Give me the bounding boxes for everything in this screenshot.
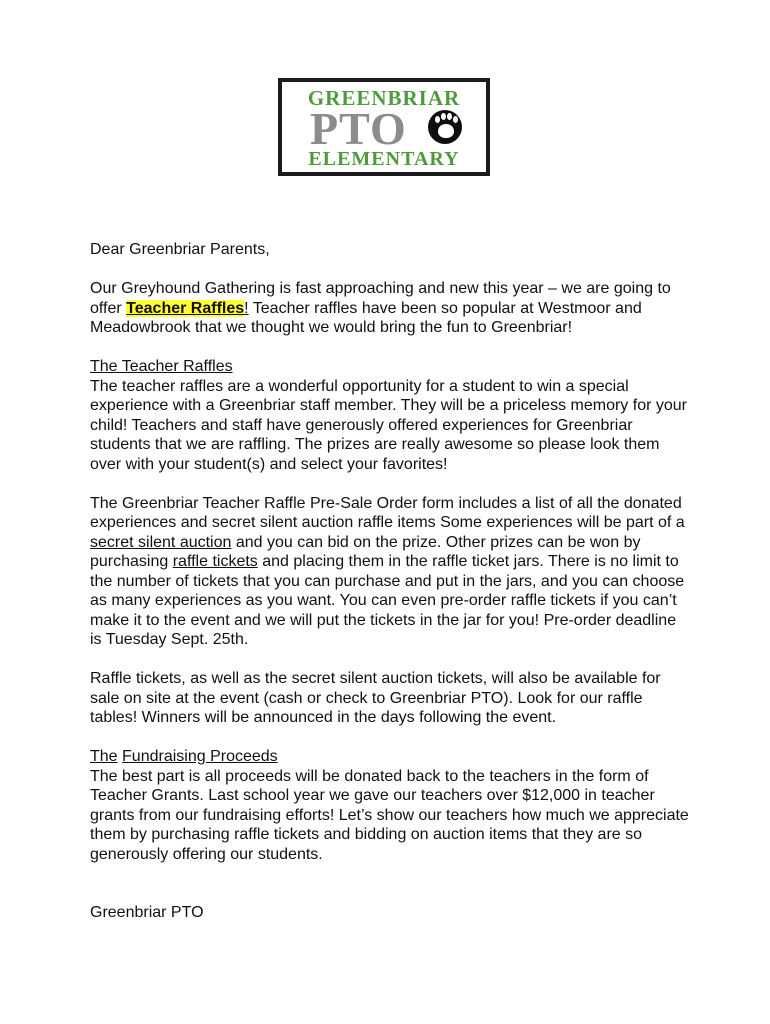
raffle-tickets-text: raffle tickets xyxy=(172,553,258,570)
intro-exclamation: ! xyxy=(244,299,249,317)
section-heading-teacher-raffles: The Teacher Raffles xyxy=(90,358,233,375)
teacher-raffles-paragraph: The teacher raffles are a wonderful opportunity for a student to win a special experience with a Greenbriar staff member. They will be a priceless memory for your child! Teachers and staff have generously offered experiences for Greenbriar students that we are raffling. The prizes are really awesome so please look them over with your student(s) and select your favorites! xyxy=(90,377,687,473)
letter-body xyxy=(90,240,690,923)
intro-text-end: Teacher raffles have been so popular at Westmoor and Meadowbrook that we thought we would bring the fun to Greenbriar! xyxy=(90,299,642,336)
pto-logo xyxy=(278,78,490,176)
proceeds-paragraph: The best part is all proceeds will be donated back to the teachers in the form of Teacher Grants. Last school year we gave our teachers over $12,000 in teacher grants from our fundraising efforts! Let’s show our teachers how much we appreciate them by purchasing raffle tickets and bidding on auction items that they are so generously offering our students. xyxy=(90,767,689,863)
signature: Greenbriar PTO xyxy=(90,904,204,921)
order-form-paragraph xyxy=(90,494,690,650)
secret-silent-auction-text: secret silent auction xyxy=(90,533,232,551)
heading-word-the: The xyxy=(90,748,118,765)
logo-top-text: GREENBRIAR xyxy=(307,86,461,110)
section-heading-proceeds xyxy=(90,747,690,767)
heading-fundraising-proceeds: Fundraising Proceeds xyxy=(122,748,278,765)
logo-pto-text: PTO xyxy=(310,103,407,154)
on-site-sales-paragraph: Raffle tickets, as well as the secret silent auction tickets, will also be available for sale on site at the event (cash or check to Greenbriar PTO). Look for our raffle tables! Winners will be announced in the days following the event. xyxy=(90,670,661,726)
logo-bottom-text: ELEMENTARY xyxy=(308,148,460,170)
order-form-text: The Greenbriar Teacher Raffle Pre-Sale Order form includes a list of all the donated experiences and secret silent auction raffle items Some experiences will be part of a xyxy=(90,494,685,531)
order-form-text-3: and placing them in the raffle ticket jars. There is no limit to the number of tickets that you can purchase and put in the jars, and you can choose as many experiences as you want. You can even pre-order raffle tickets if you can’t make it to the event and we will put the tickets in the jar for you! Pre-order deadline is Tuesday Sept. 25th. xyxy=(90,553,685,648)
intro-text: Our Greyhound Gathering is fast approaching and new this year – we are going to offer xyxy=(90,280,671,317)
teacher-raffles-highlight: Teacher Raffles xyxy=(126,299,245,317)
order-form-text-2: and you can bid on the prize. Other prizes can be won by purchasing xyxy=(90,533,641,570)
salutation: Dear Greenbriar Parents, xyxy=(90,241,270,258)
intro-paragraph xyxy=(90,279,690,338)
paw-print-icon xyxy=(428,110,462,144)
